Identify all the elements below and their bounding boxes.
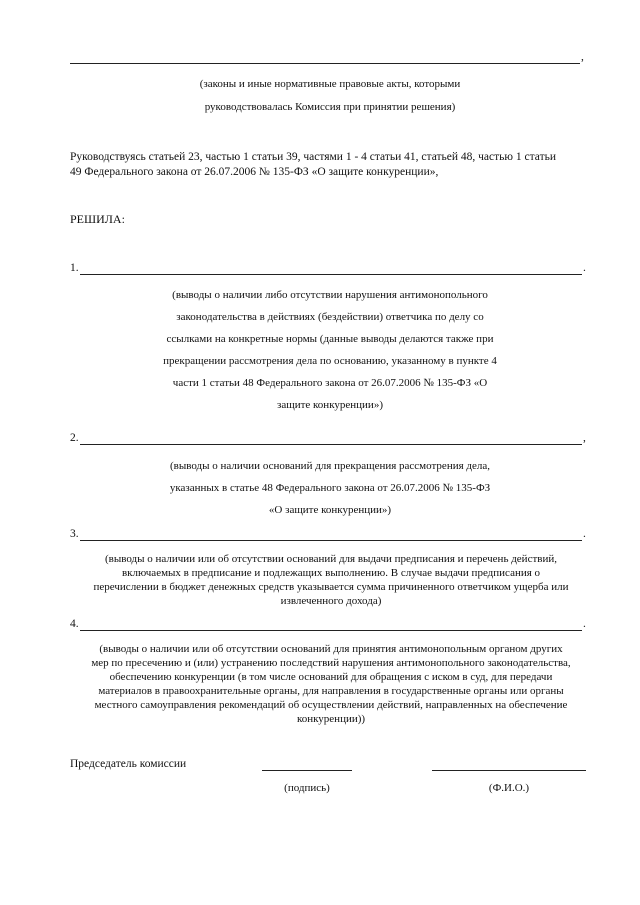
legal-acts-trailing-comma: , <box>581 51 584 63</box>
basis-paragraph <box>70 150 600 180</box>
legal-acts-caption-line2: руководствовалась Комиссия при принятии решения) <box>204 101 456 113</box>
item-4-caption-line: обеспечению конкуренции (в том числе оснований для обращения с иском в суд, для передачи <box>109 671 553 683</box>
item-4-caption-line: мер по пресечению и (или) устранению последствий нарушения антимонопольного законодательства, <box>91 657 571 669</box>
item-1-caption-line: ссылками на конкретные нормы (данные выводы делаются также при <box>166 333 494 345</box>
item-3-caption-line: включаемых в предписание и подлежащих выполнению. В случае выдачи предписания о <box>121 567 541 579</box>
item-1-caption-line: (выводы о наличии либо отсутствии нарушения антимонопольного <box>172 289 488 301</box>
item-2-caption <box>70 455 590 521</box>
legal-acts-blank-line <box>70 63 580 64</box>
item-2-caption-line: (выводы о наличии оснований для прекращения рассмотрения дела, <box>169 460 490 472</box>
item-1-caption <box>70 284 590 416</box>
item-4-caption <box>66 642 596 726</box>
item-3-number: 3. <box>70 528 79 540</box>
item-2-number: 2. <box>70 432 79 444</box>
item-3-caption-line: (выводы о наличии или об отсутствии оснований для выдачи предписания и перечень действий, <box>105 553 557 565</box>
item-4-caption-line: конкуренции)) <box>296 713 366 725</box>
item-3-trailing-mark: . <box>583 528 586 540</box>
signature-caption: (подпись) <box>284 782 330 794</box>
signature-blank-line <box>262 770 352 771</box>
basis-line1: Руководствуясь статьей 23, частью 1 статьи 39, частями 1 - 4 статьи 41, статьей 48, частью 1 статьи <box>70 151 557 163</box>
item-3-blank-line <box>80 540 582 541</box>
item-4-blank-line <box>80 630 582 631</box>
item-4-number: 4. <box>70 618 79 630</box>
item-2-caption-line: «О защите конкуренции») <box>268 504 392 516</box>
basis-line2: 49 Федерального закона от 26.07.2006 № 135-ФЗ «О защите конкуренции», <box>70 166 439 178</box>
item-1-number: 1. <box>70 262 79 274</box>
item-1-trailing-mark: . <box>583 262 586 274</box>
item-1-caption-line: защите конкуренции») <box>277 399 383 411</box>
item-4-trailing-mark: . <box>583 618 586 630</box>
item-2-trailing-mark: , <box>583 432 586 444</box>
decided-heading: РЕШИЛА: <box>70 212 125 226</box>
item-1-caption-line: части 1 статьи 48 Федерального закона от 26.07.2006 № 135-ФЗ «О <box>172 377 488 389</box>
item-3-caption <box>66 552 596 608</box>
legal-acts-caption-line1: (законы и иные нормативные правовые акты, которыми <box>199 78 461 90</box>
name-caption: (Ф.И.О.) <box>488 782 530 794</box>
item-4-caption-line: (выводы о наличии или об отсутствии оснований для принятия антимонопольным органом других <box>99 643 563 655</box>
item-2-caption-line: указанных в статье 48 Федерального закона от 26.07.2006 № 135-ФЗ <box>169 482 491 494</box>
legal-acts-caption <box>70 73 590 118</box>
name-blank-line <box>432 770 586 771</box>
item-1-caption-line: законодательства в действиях (бездействии) ответчика по делу со <box>176 311 484 323</box>
item-2-blank-line <box>80 444 582 445</box>
item-4-caption-line: местного самоуправления рекомендаций об осуществлении действий, направленных на обеспечение <box>94 699 568 711</box>
item-1-caption-line: прекращении рассмотрения дела по основанию, указанному в пункте 4 <box>163 355 497 367</box>
item-3-caption-line: перечислении в бюджет денежных средств указывается сумма причиненного ответчиком ущерба или <box>93 581 569 593</box>
item-4-caption-line: материалов в правоохранительные органы, для направления в государственные органы или органы <box>98 685 564 697</box>
item-1-blank-line <box>80 274 582 275</box>
chair-label: Председатель комиссии <box>70 758 187 770</box>
item-3-caption-line: извлеченного дохода) <box>280 595 382 607</box>
